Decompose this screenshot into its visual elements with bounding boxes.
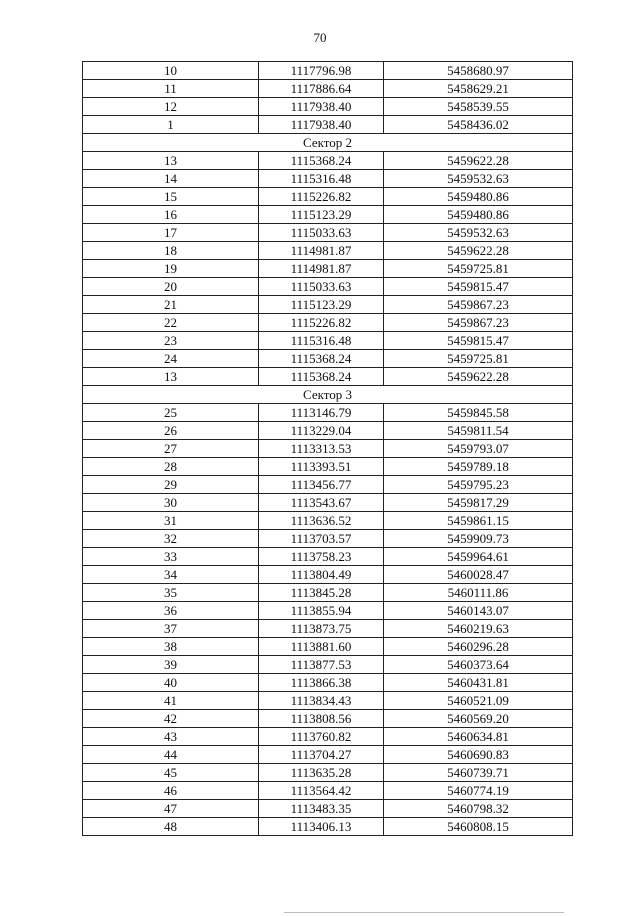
table-row xyxy=(83,314,573,332)
y-coordinate-cell: 5460219.63 xyxy=(384,620,573,638)
x-coordinate-cell: 1114981.87 xyxy=(259,242,384,260)
table-row xyxy=(83,458,573,476)
x-coordinate-cell: 1117938.40 xyxy=(259,116,384,134)
x-coordinate-cell: 1115226.82 xyxy=(259,188,384,206)
y-coordinate-cell: 5458680.97 xyxy=(384,62,573,80)
point-number-cell: 47 xyxy=(83,800,259,818)
point-number-cell: 21 xyxy=(83,296,259,314)
point-number-cell: 29 xyxy=(83,476,259,494)
point-number-cell: 10 xyxy=(83,62,259,80)
x-coordinate-cell: 1117886.64 xyxy=(259,80,384,98)
y-coordinate-cell: 5460798.32 xyxy=(384,800,573,818)
y-coordinate-cell: 5460569.20 xyxy=(384,710,573,728)
x-coordinate-cell: 1113313.53 xyxy=(259,440,384,458)
page-number: 70 xyxy=(313,30,327,45)
y-coordinate-cell: 5459845.58 xyxy=(384,404,573,422)
table-row xyxy=(83,242,573,260)
table-row xyxy=(83,206,573,224)
point-number-cell: 15 xyxy=(83,188,259,206)
y-coordinate-cell: 5459817.29 xyxy=(384,494,573,512)
table-row xyxy=(83,170,573,188)
x-coordinate-cell: 1115368.24 xyxy=(259,152,384,170)
point-number-cell: 18 xyxy=(83,242,259,260)
sector-header: Сектор 3 xyxy=(83,386,573,404)
point-number-cell: 13 xyxy=(83,152,259,170)
point-number-cell: 35 xyxy=(83,584,259,602)
x-coordinate-cell: 1113543.67 xyxy=(259,494,384,512)
table-row xyxy=(83,422,573,440)
y-coordinate-cell: 5460111.86 xyxy=(384,584,573,602)
x-coordinate-cell: 1117796.98 xyxy=(259,62,384,80)
y-coordinate-cell: 5460739.71 xyxy=(384,764,573,782)
point-number-cell: 33 xyxy=(83,548,259,566)
point-number-cell: 48 xyxy=(83,818,259,836)
x-coordinate-cell: 1113881.60 xyxy=(259,638,384,656)
y-coordinate-cell: 5459532.63 xyxy=(384,224,573,242)
y-coordinate-cell: 5458629.21 xyxy=(384,80,573,98)
y-coordinate-cell: 5460774.19 xyxy=(384,782,573,800)
x-coordinate-cell: 1113564.42 xyxy=(259,782,384,800)
x-coordinate-cell: 1115123.29 xyxy=(259,296,384,314)
y-coordinate-cell: 5459725.81 xyxy=(384,350,573,368)
y-coordinate-cell: 5460808.15 xyxy=(384,818,573,836)
y-coordinate-cell: 5459532.63 xyxy=(384,170,573,188)
point-number-cell: 24 xyxy=(83,350,259,368)
table-row xyxy=(83,728,573,746)
table-row xyxy=(83,98,573,116)
point-number-cell: 25 xyxy=(83,404,259,422)
y-coordinate-cell: 5459793.07 xyxy=(384,440,573,458)
x-coordinate-cell: 1115316.48 xyxy=(259,332,384,350)
point-number-cell: 20 xyxy=(83,278,259,296)
x-coordinate-cell: 1113845.28 xyxy=(259,584,384,602)
x-coordinate-cell: 1113873.75 xyxy=(259,620,384,638)
table-row xyxy=(83,116,573,134)
point-number-cell: 12 xyxy=(83,98,259,116)
point-number-cell: 45 xyxy=(83,764,259,782)
table-row xyxy=(83,332,573,350)
x-coordinate-cell: 1113635.28 xyxy=(259,764,384,782)
table-row xyxy=(83,800,573,818)
point-number-cell: 43 xyxy=(83,728,259,746)
point-number-cell: 27 xyxy=(83,440,259,458)
x-coordinate-cell: 1114981.87 xyxy=(259,260,384,278)
y-coordinate-cell: 5460143.07 xyxy=(384,602,573,620)
y-coordinate-cell: 5459909.73 xyxy=(384,530,573,548)
x-coordinate-cell: 1113456.77 xyxy=(259,476,384,494)
x-coordinate-cell: 1115033.63 xyxy=(259,224,384,242)
x-coordinate-cell: 1115368.24 xyxy=(259,368,384,386)
x-coordinate-cell: 1113704.27 xyxy=(259,746,384,764)
table-row xyxy=(83,710,573,728)
y-coordinate-cell: 5460296.28 xyxy=(384,638,573,656)
y-coordinate-cell: 5460028.47 xyxy=(384,566,573,584)
y-coordinate-cell: 5459861.15 xyxy=(384,512,573,530)
point-number-cell: 11 xyxy=(83,80,259,98)
table-row xyxy=(83,404,573,422)
page-edge-line xyxy=(284,912,564,913)
y-coordinate-cell: 5459480.86 xyxy=(384,188,573,206)
y-coordinate-cell: 5459964.61 xyxy=(384,548,573,566)
point-number-cell: 41 xyxy=(83,692,259,710)
x-coordinate-cell: 1115368.24 xyxy=(259,350,384,368)
point-number-cell: 22 xyxy=(83,314,259,332)
point-number-cell: 38 xyxy=(83,638,259,656)
point-number-cell: 28 xyxy=(83,458,259,476)
x-coordinate-cell: 1115033.63 xyxy=(259,278,384,296)
point-number-cell: 46 xyxy=(83,782,259,800)
x-coordinate-cell: 1113804.49 xyxy=(259,566,384,584)
y-coordinate-cell: 5459622.28 xyxy=(384,242,573,260)
table-row xyxy=(83,692,573,710)
x-coordinate-cell: 1113866.38 xyxy=(259,674,384,692)
point-number-cell: 19 xyxy=(83,260,259,278)
x-coordinate-cell: 1113877.53 xyxy=(259,656,384,674)
y-coordinate-cell: 5458539.55 xyxy=(384,98,573,116)
y-coordinate-cell: 5459795.23 xyxy=(384,476,573,494)
x-coordinate-cell: 1113834.43 xyxy=(259,692,384,710)
coordinates-table xyxy=(82,61,573,836)
point-number-cell: 31 xyxy=(83,512,259,530)
y-coordinate-cell: 5459622.28 xyxy=(384,152,573,170)
y-coordinate-cell: 5460690.83 xyxy=(384,746,573,764)
x-coordinate-cell: 1113483.35 xyxy=(259,800,384,818)
y-coordinate-cell: 5459480.86 xyxy=(384,206,573,224)
x-coordinate-cell: 1113406.13 xyxy=(259,818,384,836)
y-coordinate-cell: 5458436.02 xyxy=(384,116,573,134)
table-row xyxy=(83,638,573,656)
y-coordinate-cell: 5460373.64 xyxy=(384,656,573,674)
x-coordinate-cell: 1117938.40 xyxy=(259,98,384,116)
table-row xyxy=(83,80,573,98)
table-row xyxy=(83,476,573,494)
y-coordinate-cell: 5459811.54 xyxy=(384,422,573,440)
y-coordinate-cell: 5459789.18 xyxy=(384,458,573,476)
table-row xyxy=(83,584,573,602)
x-coordinate-cell: 1113636.52 xyxy=(259,512,384,530)
x-coordinate-cell: 1113393.51 xyxy=(259,458,384,476)
point-number-cell: 1 xyxy=(83,116,259,134)
table-row xyxy=(83,530,573,548)
sector-header-row xyxy=(83,134,573,152)
y-coordinate-cell: 5459815.47 xyxy=(384,332,573,350)
y-coordinate-cell: 5459725.81 xyxy=(384,260,573,278)
point-number-cell: 23 xyxy=(83,332,259,350)
table-row xyxy=(83,818,573,836)
point-number-cell: 30 xyxy=(83,494,259,512)
table-row xyxy=(83,602,573,620)
table-row xyxy=(83,440,573,458)
x-coordinate-cell: 1113146.79 xyxy=(259,404,384,422)
point-number-cell: 39 xyxy=(83,656,259,674)
table-row xyxy=(83,224,573,242)
table-row xyxy=(83,296,573,314)
x-coordinate-cell: 1113760.82 xyxy=(259,728,384,746)
y-coordinate-cell: 5460431.81 xyxy=(384,674,573,692)
y-coordinate-cell: 5460634.81 xyxy=(384,728,573,746)
table-row xyxy=(83,620,573,638)
y-coordinate-cell: 5459815.47 xyxy=(384,278,573,296)
x-coordinate-cell: 1115316.48 xyxy=(259,170,384,188)
coordinates-table-body xyxy=(83,62,573,836)
table-row xyxy=(83,746,573,764)
table-row xyxy=(83,260,573,278)
y-coordinate-cell: 5459867.23 xyxy=(384,314,573,332)
table-row xyxy=(83,368,573,386)
table-row xyxy=(83,62,573,80)
table-row xyxy=(83,782,573,800)
y-coordinate-cell: 5460521.09 xyxy=(384,692,573,710)
table-row xyxy=(83,566,573,584)
table-row xyxy=(83,656,573,674)
table-row xyxy=(83,350,573,368)
point-number-cell: 44 xyxy=(83,746,259,764)
table-row xyxy=(83,512,573,530)
x-coordinate-cell: 1113758.23 xyxy=(259,548,384,566)
point-number-cell: 42 xyxy=(83,710,259,728)
x-coordinate-cell: 1113229.04 xyxy=(259,422,384,440)
table-row xyxy=(83,548,573,566)
point-number-cell: 34 xyxy=(83,566,259,584)
table-row xyxy=(83,278,573,296)
x-coordinate-cell: 1115226.82 xyxy=(259,314,384,332)
table-row xyxy=(83,152,573,170)
x-coordinate-cell: 1113808.56 xyxy=(259,710,384,728)
y-coordinate-cell: 5459622.28 xyxy=(384,368,573,386)
x-coordinate-cell: 1113855.94 xyxy=(259,602,384,620)
x-coordinate-cell: 1113703.57 xyxy=(259,530,384,548)
sector-header-row xyxy=(83,386,573,404)
point-number-cell: 14 xyxy=(83,170,259,188)
point-number-cell: 26 xyxy=(83,422,259,440)
point-number-cell: 40 xyxy=(83,674,259,692)
y-coordinate-cell: 5459867.23 xyxy=(384,296,573,314)
point-number-cell: 32 xyxy=(83,530,259,548)
table-row xyxy=(83,494,573,512)
table-row xyxy=(83,674,573,692)
point-number-cell: 17 xyxy=(83,224,259,242)
sector-header: Сектор 2 xyxy=(83,134,573,152)
point-number-cell: 37 xyxy=(83,620,259,638)
point-number-cell: 16 xyxy=(83,206,259,224)
point-number-cell: 36 xyxy=(83,602,259,620)
table-row xyxy=(83,188,573,206)
table-row xyxy=(83,764,573,782)
point-number-cell: 13 xyxy=(83,368,259,386)
x-coordinate-cell: 1115123.29 xyxy=(259,206,384,224)
